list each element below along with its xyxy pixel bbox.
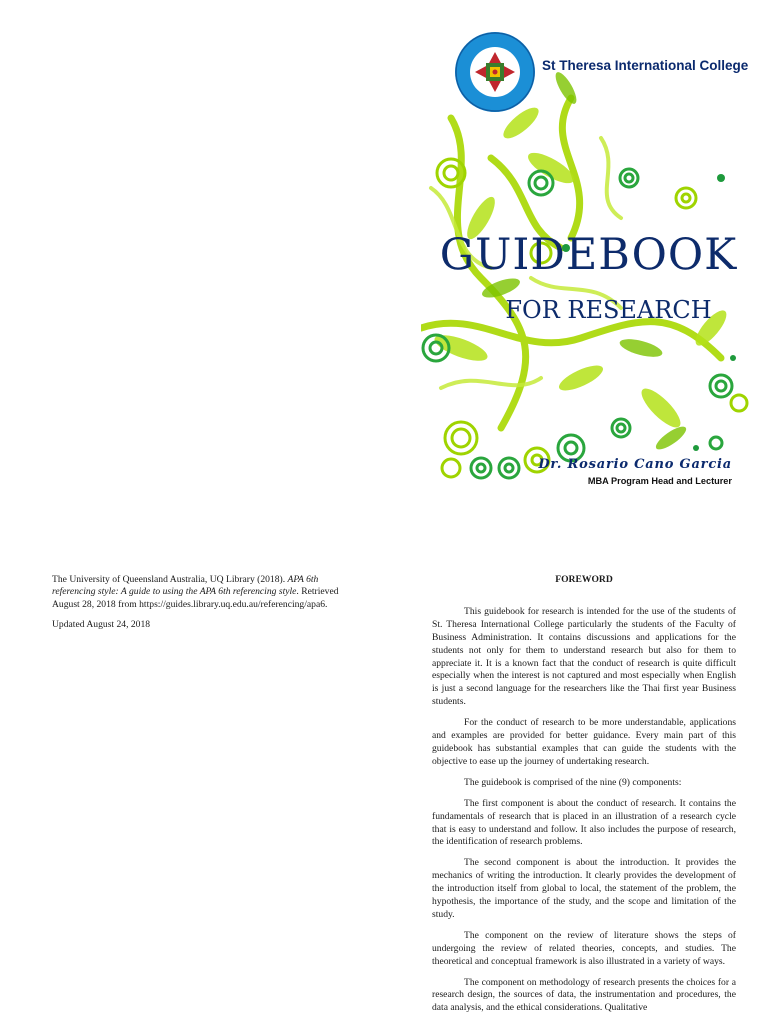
- foreword-paragraph: For the conduct of research to be more understandable, applications and examples are provided for better guidance. Every main part of this guidebook has substantial examples that can guide the students with the objective to ease up the journey of undertaking research.: [432, 717, 736, 767]
- author-role: MBA Program Head and Lecturer: [587, 476, 732, 486]
- foreword-paragraph: This guidebook for research is intended for the use of the students of St. Theresa International College particularly the students of the Faculty of Business Administration. It contains discussions and applications for the students not only for them to understand research but also for them to appreciate it. It is a known fact that the conduct of research is quite difficult especially when the interest is not captured and most especially when English is just a second language for the researchers like the Thai first year Business students.: [432, 605, 736, 708]
- cover-subtitle: FOR RESEARCH: [505, 296, 712, 324]
- guidebook-cover: [421, 28, 756, 498]
- foreword-paragraph: The component on the review of literature shows the steps of undergoing the review of related theories, concepts, and studies. The theoretical and conceptual framework is also illustrated in a variety of ways.: [432, 929, 736, 967]
- reference-section: [52, 574, 360, 640]
- author-name: Dr. Rosario Cano Garcia: [538, 457, 732, 472]
- cover-title: GUIDEBOOK: [439, 230, 738, 280]
- foreword-paragraph: The first component is about the conduct of research. It contains the fundamentals of research that is placed in an illustration of a research cycle that is easy to understand and follow. It also includes the purpose of research, the identification of research problems.: [432, 797, 736, 848]
- college-name: St Theresa International College: [542, 58, 749, 73]
- reference-citation: [52, 574, 360, 611]
- reference-retrieval: . Retrieved August 28, 2018 from https://guides.library.uq.edu.au/referencing/apa6.: [52, 586, 339, 610]
- foreword-paragraph: The second component is about the introduction. It provides the mechanics of writing the introduction. It clearly provides the development of the introduction itself from global to local, the statement of the problem, the hypothesis, the importance of the study, and the scope and limitation of the study.: [432, 857, 736, 920]
- reference-title: APA 6th referencing style: A guide to using the APA 6th referencing style: [52, 574, 319, 598]
- foreword-section: [432, 574, 736, 1023]
- foreword-paragraph: The guidebook is comprised of the nine (9) components:: [464, 776, 682, 788]
- reference-text: The University of Queensland Australia, UQ Library (2018).: [52, 574, 288, 585]
- foreword-heading: FOREWORD: [555, 574, 613, 585]
- updated-date: Updated August 24, 2018: [52, 619, 151, 631]
- foreword-paragraph: The component on methodology of research presents the choices for a research design, the sources of data, the instrumentation and procedures, the data analysis, and the ethical considerations. Qualitative: [432, 976, 736, 1014]
- college-logo: [454, 31, 536, 113]
